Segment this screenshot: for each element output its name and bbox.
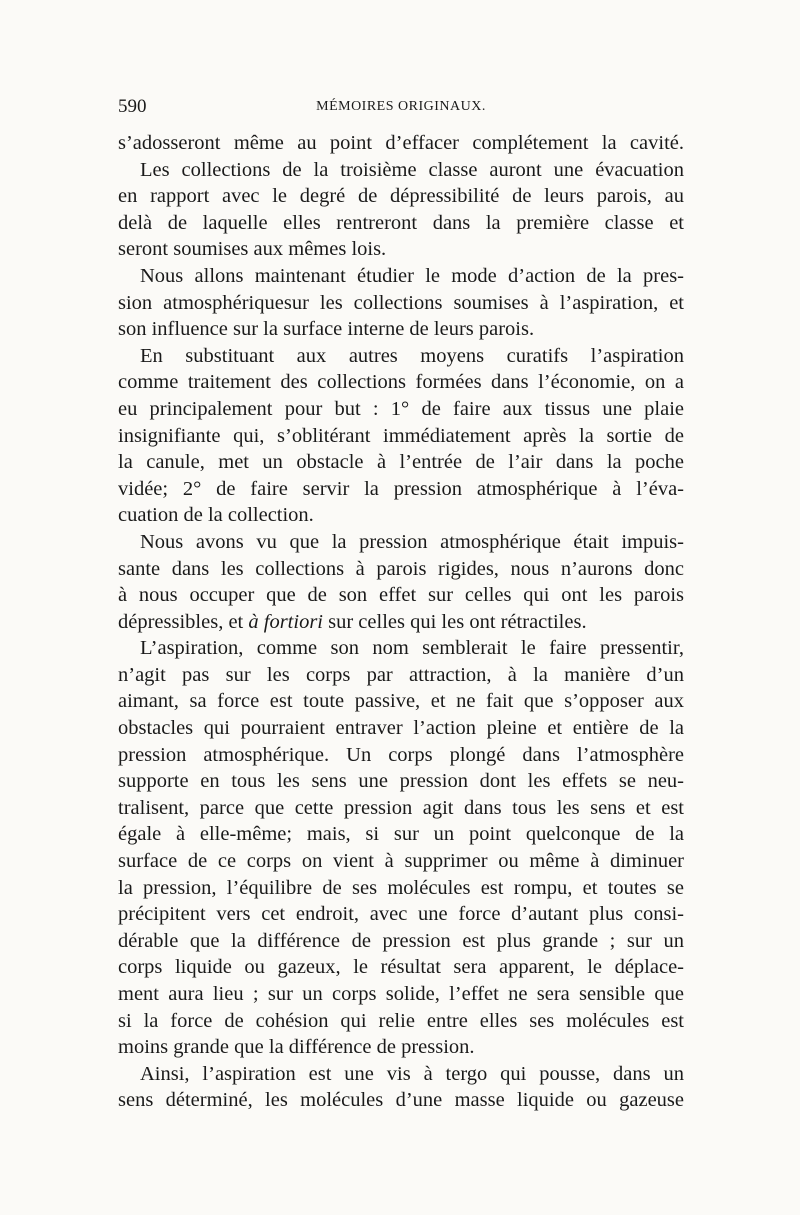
text-line: eu principalement pour but : 1° de faire aux tissus une plaie: [118, 397, 684, 420]
text-line: cuation de la collection.: [118, 504, 314, 527]
text-line: delà de laquelle elles rentreront dans la première classe et: [118, 211, 684, 234]
page-number: 590: [118, 96, 147, 117]
italic-phrase: à fortiori: [248, 610, 323, 633]
text-line: précipitent vers cet endroit, avec une force d’autant plus consi-: [118, 903, 684, 926]
page-header: [118, 96, 684, 120]
text-line: En substituant aux autres moyens curatifs l’aspiration: [140, 344, 684, 367]
text-line: supporte en tous les sens une pression dont les effets se neu-: [118, 770, 684, 793]
running-title: MÉMOIRES ORIGINAUX.: [316, 99, 486, 114]
text-line: tralisent, parce que cette pression agit dans tous les sens et est: [118, 796, 684, 819]
text-line: insignifiante qui, s’oblitérant immédiatement après la sortie de: [118, 424, 684, 447]
text-line: sens déterminé, les molécules d’une masse liquide ou gazeuse: [118, 1089, 684, 1112]
text-line: Les collections de la troisième classe auront une évacuation: [140, 158, 684, 181]
text-segment: sur celles qui les ont rétractiles.: [328, 610, 587, 633]
text-line: ment aura lieu ; sur un corps solide, l’effet ne sera sensible que: [118, 983, 684, 1005]
text-line: Ainsi, l’aspiration est une vis à tergo qui pousse, dans un: [140, 1062, 684, 1085]
text-line: la pression, l’équilibre de ses molécules est rompu, et toutes se: [118, 876, 684, 899]
text-line: dérable que la différence de pression est plus grande ; sur un: [118, 929, 684, 952]
text-line: la canule, met un obstacle à l’entrée de l’air dans la poche: [118, 451, 684, 474]
text-line: moins grande que la différence de pression.: [118, 1036, 475, 1059]
text-segment: dépressibles, et: [118, 610, 244, 633]
text-line: seront soumises aux mêmes lois.: [118, 238, 387, 261]
text-line: n’agit pas sur les corps par attraction, à la manière d’un: [118, 663, 684, 686]
text-line: en rapport avec le degré de dépressibilité de leurs parois, au: [118, 185, 684, 208]
text-line: obstacles qui pourraient entraver l’action pleine et entière de la: [118, 717, 684, 740]
text-line: s’adosseront même au point d’effacer complétement la cavité.: [118, 132, 684, 154]
text-line: pression atmosphérique. Un corps plongé dans l’atmosphère: [118, 743, 684, 766]
text-line: sante dans les collections à parois rigides, nous n’aurons donc: [118, 557, 684, 580]
text-line: corps liquide ou gazeux, le résultat sera apparent, le déplace-: [118, 956, 684, 979]
text-line: surface de ce corps on vient à supprimer ou même à diminuer: [118, 850, 684, 873]
body-text: [118, 130, 684, 1114]
text-line: L’aspiration, comme son nom semblerait le faire pressentir,: [140, 637, 684, 660]
text-line: aimant, sa force est toute passive, et ne fait que s’opposer aux: [118, 690, 684, 713]
text-line: son influence sur la surface interne de leurs parois.: [118, 318, 535, 341]
text-line: Nous allons maintenant étudier le mode d’action de la pres-: [140, 264, 684, 287]
text-line: vidée; 2° de faire servir la pression atmosphérique à l’éva-: [118, 477, 684, 500]
text-line: comme traitement des collections formées dans l’économie, on a: [118, 371, 684, 394]
text-line: [118, 609, 684, 636]
text-line: sion atmosphériquesur les collections soumises à l’aspiration, et: [118, 291, 684, 314]
text-line: égale à elle-même; mais, si sur un point quelconque de la: [118, 823, 684, 846]
text-line: à nous occuper que de son effet sur celles qui ont les parois: [118, 584, 684, 607]
text-line: Nous avons vu que la pression atmosphérique était impuis-: [140, 530, 684, 553]
text-line: si la force de cohésion qui relie entre elles ses molécules est: [118, 1009, 684, 1032]
